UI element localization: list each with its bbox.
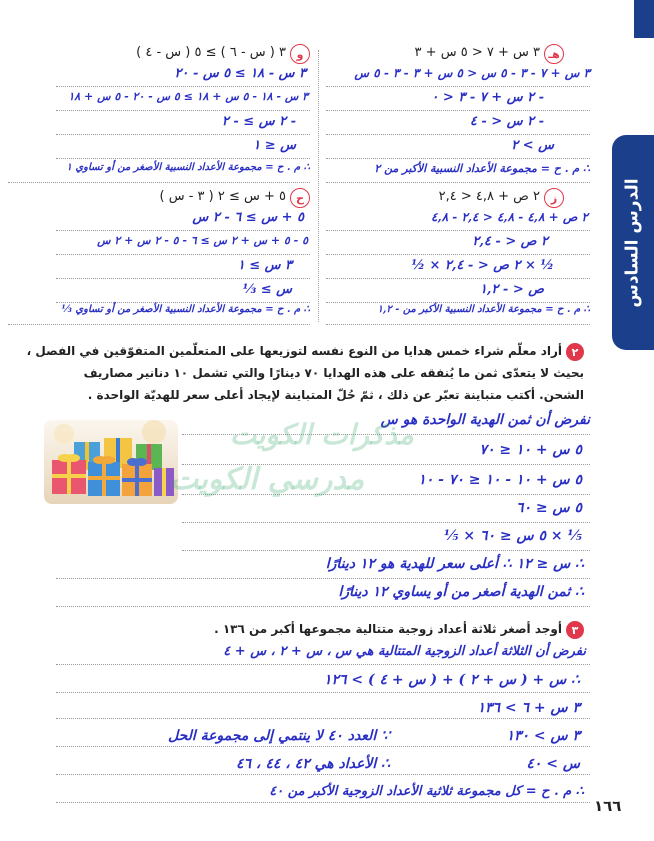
problem-h-step-1: ٣ س + ٧ - ٣ - ٥ س < ٥ س + ٣ - ٣ - ٥ س xyxy=(354,66,590,80)
question-number-2: ٢ xyxy=(566,343,584,361)
page-number: ١٦٦ xyxy=(594,797,622,815)
gift-boxes-image xyxy=(44,420,178,504)
q2-step-5: ⅕ × ٥ س ≤ ٦٠ × ⅕ xyxy=(444,528,582,544)
q2-step-2: ٥ س + ١٠ ≤ ٧٠ xyxy=(479,442,582,458)
watermark-line-1: مذكرات الكويت xyxy=(230,418,414,451)
problem-hh-step-2: ٥ - ٥ + س + ٢ س ≥ ٦ - ٥ - ٢ س + ٢ س xyxy=(97,234,308,247)
problem-w-step-3: - ٢ س ≥ - ٢ xyxy=(221,114,296,129)
q3-text: أوجد أصغر ثلاثة أعداد زوجية متتالية مجموعها أكبر من ١٣٦ . xyxy=(214,622,562,636)
q3-step-2: ∴ س + ( س + ٢ ) + ( س + ٤ ) > ١٢٦ xyxy=(323,672,580,688)
problem-h-step-3: - ٢ س < - ٤ xyxy=(469,114,544,129)
q3-step-6: س > ٤٠ xyxy=(526,756,580,772)
problem-z-step-4: ص < - ١,٢ xyxy=(479,282,544,297)
q3-step-1: نفرض أن الثلاثة أعداد الزوجية المتتالية هي س ، س + ٢ ، س + ٤ xyxy=(223,644,586,659)
problem-z-step-3: ½ × ٢ ص < - ٢,٤ × ½ xyxy=(411,258,554,273)
q2-step-4: ٥ س ≤ ٦٠ xyxy=(515,500,582,516)
problem-marker-w: و xyxy=(290,44,310,64)
q2-step-6: ∴ س ≤ ١٢ ∴ أعلى سعر للهدية هو ١٢ دينارًا xyxy=(325,556,584,572)
problem-w-step-4: س ≤ ١ xyxy=(253,138,296,153)
top-edge-strip xyxy=(634,0,654,38)
question-number-3: ٣ xyxy=(566,621,584,639)
problem-h-step-2: - ٢ س + ٧ - ٣ < ٠ xyxy=(431,90,544,105)
q2-text-line-1: أراد معلّم شراء خمس هدايا من النوع نفسه لتوزيعها على المتعلّمين المتفوّقين في الفصل ، xyxy=(26,344,562,358)
problem-w-solution: ∴ م . ح = مجموعة الأعداد النسبية الأصغر من أو تساوي ١ xyxy=(66,162,310,173)
problem-marker-h: هـ xyxy=(544,44,564,64)
q2-answer: ∴ ثمن الهدية أصغر من أو يساوي ١٢ دينارًا xyxy=(338,584,584,600)
problem-hh-step-1: ٥ + س ≥ ٦ - ٢ س xyxy=(192,210,304,225)
problem-marker-z: ز xyxy=(544,188,564,208)
q2-text-line-3: الشحن. أكتب متباينة تعبّر عن ذلك ، ثمّ حُلّ المتباينة لإيجاد أعلى سعر للهديّة الواحدة . xyxy=(87,388,584,402)
problem-z-step-1: ٢ ص + ٤,٨ - ٤,٨ < ٢,٤ - ٤,٨ xyxy=(431,210,588,224)
q3-step-3: ٣ س + ٦ > ١٣٦ xyxy=(477,700,580,716)
problem-marker-hh: ح xyxy=(290,188,310,208)
problem-z-statement: ٢ ص + ٤,٨ < ٢,٤ xyxy=(438,189,540,204)
q2-text-line-2: بحيث لا يتعدّى ثمن ما يُنفقه على هذه الهدايا ٧٠ دينارًا والتي تشمل ١٠ دنانير مصاريف xyxy=(83,366,584,380)
q2-step-3: ٥ س + ١٠ - ١٠ ≤ ٧٠ - ١٠ xyxy=(418,472,582,488)
q2-step-1: نفرض أن ثمن الهدية الواحدة هو س xyxy=(380,412,590,428)
q3-step-7: ∴ الأعداد هي ٤٢ ، ٤٤ ، ٤٦ xyxy=(236,756,390,772)
problem-w-step-1: ٣ س - ١٨ ≥ ٥ س - ٢٠ xyxy=(174,66,306,81)
problem-z-step-2: ٢ ص < - ٢,٤ xyxy=(472,234,548,249)
lesson-side-tab xyxy=(612,135,654,350)
gift-boxes-illustration xyxy=(44,420,178,504)
q3-step-4: ٣ س > ١٣٠ xyxy=(506,728,580,744)
q3-step-5: ∵ العدد ٤٠ لا ينتمي إلى مجموعة الحل xyxy=(167,728,390,744)
problem-h-step-4: س > ٢ xyxy=(511,138,554,153)
problem-z-solution: ∴ م . ح = مجموعة الأعداد النسبية الأكبر من - ١,٢ xyxy=(377,304,590,315)
problem-hh-solution: ∴ م . ح = مجموعة الأعداد النسبية الأصغر من أو تساوي ⅓ xyxy=(61,304,310,315)
problem-w-step-2: ٣ س - ١٨ - ٥ س + ١٨ ≥ ٥ س - ٢٠ - ٥ س + ١٨ xyxy=(68,90,308,103)
problem-w-statement: ٣ ( س - ٦ ) ≥ ٥ ( س - ٤ ) xyxy=(136,45,286,60)
problem-hh-statement: ٥ + س ≥ ٢ ( ٣ - س ) xyxy=(159,189,286,204)
problem-h-statement: ٣ س + ٧ < ٥ س + ٣ xyxy=(414,45,540,60)
problem-hh-step-3: ٣ س ≥ ١ xyxy=(237,258,292,273)
q3-answer: ∴ م . ح = كل مجموعة ثلاثية الأعداد الزوجية الأكبر من ٤٠ xyxy=(269,784,584,799)
lesson-side-tab-label: الدرس السادس xyxy=(623,177,643,308)
problem-h-solution: ∴ م . ح = مجموعة الأعداد النسبية الأكبر من ٢ xyxy=(374,162,590,175)
problem-hh-step-4: س ≥ ⅓ xyxy=(242,282,292,297)
watermark-line-2: مدرسي الكويت xyxy=(170,462,365,497)
